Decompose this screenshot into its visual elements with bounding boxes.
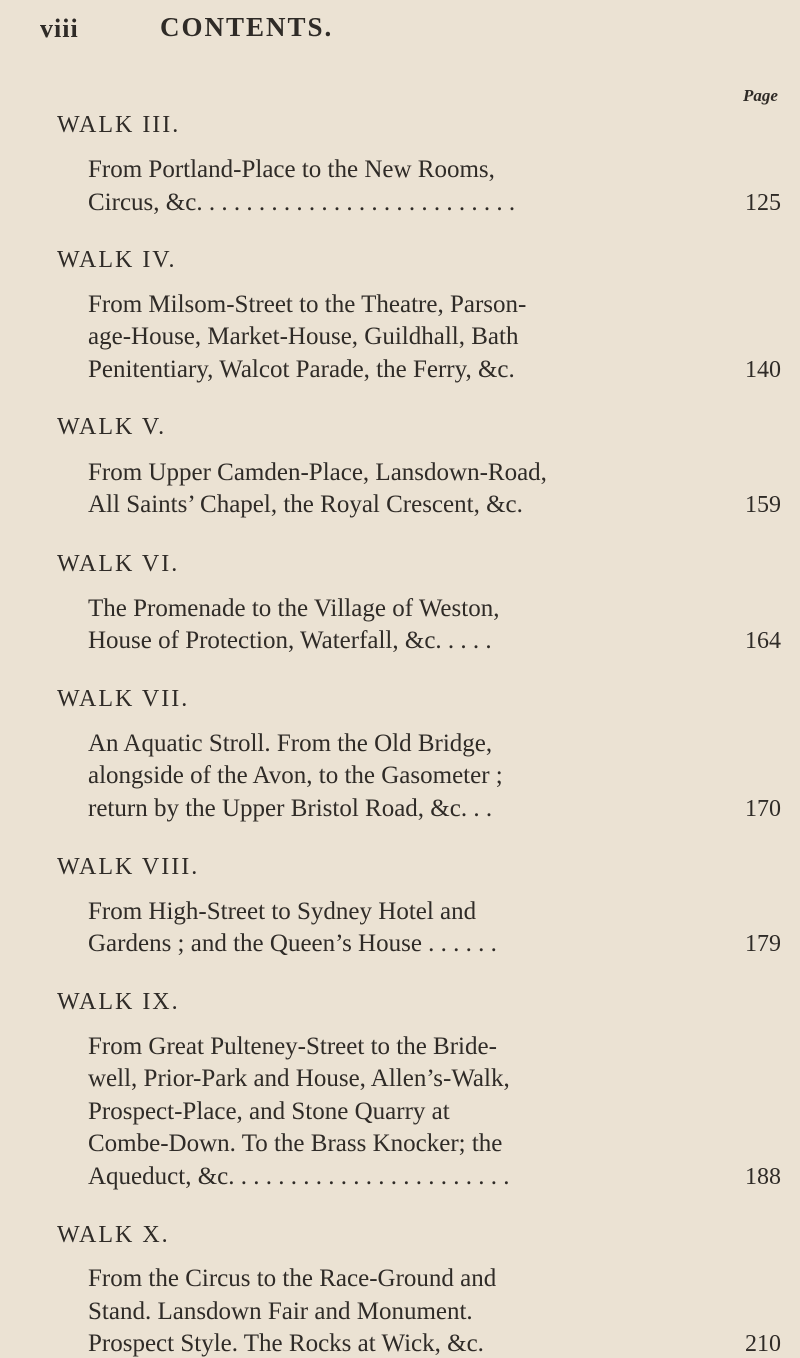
walk-description-line: Stand. Lansdown Fair and Monument.: [88, 1298, 473, 1325]
page-number: 140: [745, 357, 781, 383]
walk-description-line: Prospect Style. The Rocks at Wick, &c.: [88, 1330, 484, 1357]
walk-description-line: Gardens ; and the Queen’s House . . . . . .: [88, 930, 497, 957]
page-number: 159: [745, 492, 781, 518]
walk-description-line: The Promenade to the Village of Weston,: [88, 595, 500, 622]
walk-description-line: Combe-Down. To the Brass Knocker; the: [88, 1130, 503, 1157]
walk-description-line: Penitentiary, Walcot Parade, the Ferry, &c.: [88, 356, 515, 383]
walk-title: WALK III.: [57, 112, 181, 138]
page-number: 179: [745, 931, 781, 957]
walk-description-line: alongside of the Avon, to the Gasometer ;: [88, 762, 503, 789]
walk-description-line: House of Protection, Waterfall, &c. . . . .: [88, 627, 492, 654]
page-number: 170: [745, 796, 781, 822]
walk-description-line: return by the Upper Bristol Road, &c. . .: [88, 795, 493, 822]
walk-description-line: From Great Pulteney-Street to the Bride-: [88, 1033, 497, 1060]
page-column-label: Page: [743, 86, 778, 105]
walk-title: WALK IV.: [57, 247, 177, 273]
walk-description-line: From the Circus to the Race-Ground and: [88, 1265, 497, 1292]
page-number: 210: [745, 1331, 781, 1357]
walk-description-line: Prospect-Place, and Stone Quarry at: [88, 1098, 450, 1125]
walk-description-line: Circus, &c. . . . . . . . . . . . . . . . . . . . . . . . . .: [88, 189, 516, 216]
walk-description-line: From Milsom-Street to the Theatre, Parson-: [88, 291, 527, 318]
walk-description-line: From High-Street to Sydney Hotel and: [88, 898, 477, 925]
walk-title: WALK V.: [57, 414, 167, 440]
walk-description-line: All Saints’ Chapel, the Royal Crescent, &c.: [88, 491, 523, 518]
walk-title: WALK IX.: [57, 989, 180, 1015]
page-folio: viii: [40, 14, 79, 43]
walk-title: WALK VIII.: [57, 854, 200, 880]
walk-title: WALK VI.: [57, 551, 180, 577]
walk-description-line: Aqueduct, &c. . . . . . . . . . . . . . . . . . . . . . .: [88, 1163, 510, 1190]
walk-title: WALK VII.: [57, 686, 190, 712]
page-number: 164: [745, 628, 781, 654]
walk-description-line: age-House, Market-House, Guildhall, Bath: [88, 323, 519, 350]
page-number: 125: [745, 190, 781, 216]
walk-description-line: An Aquatic Stroll. From the Old Bridge,: [88, 730, 493, 757]
walk-description-line: well, Prior-Park and House, Allen’s-Walk,: [88, 1065, 510, 1092]
running-title: CONTENTS.: [160, 12, 334, 42]
walk-title: WALK X.: [57, 1222, 170, 1248]
walk-description-line: From Upper Camden-Place, Lansdown-Road,: [88, 459, 547, 486]
walk-description-line: From Portland-Place to the New Rooms,: [88, 156, 495, 183]
page-number: 188: [745, 1164, 781, 1190]
